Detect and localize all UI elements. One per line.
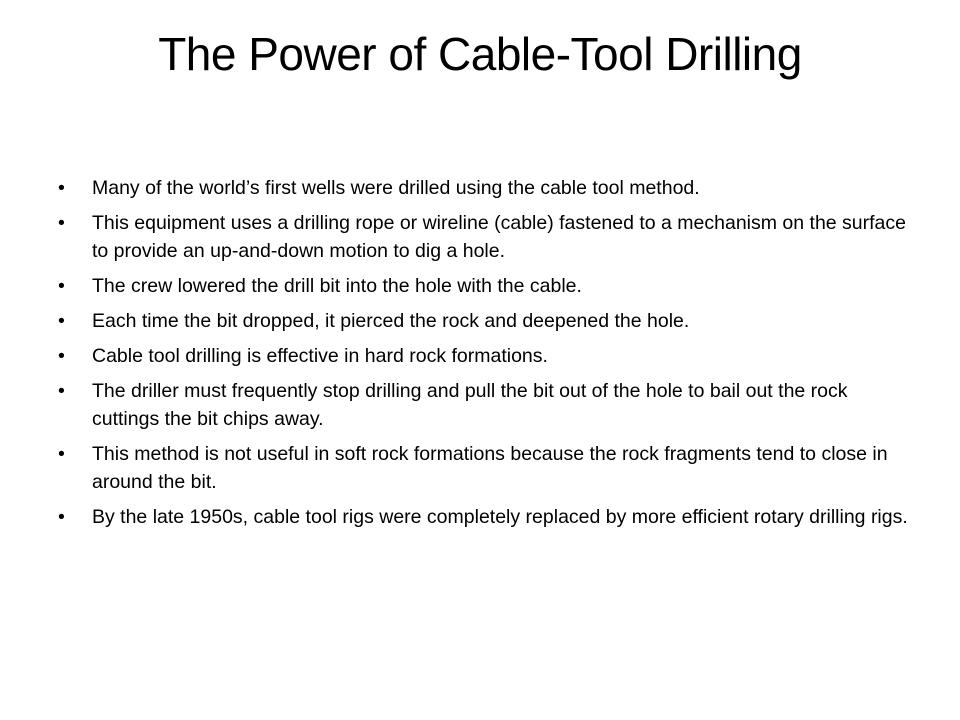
- bullet-item: [58, 174, 918, 202]
- bullet-item: [58, 342, 918, 370]
- bullet-text: This method is not useful in soft rock formations because the rock fragments tend to close in around the bit.: [92, 443, 888, 493]
- bullet-item: [58, 272, 918, 300]
- bullet-text: Cable tool drilling is effective in hard rock formations.: [92, 345, 548, 367]
- bullet-text: Each time the bit dropped, it pierced the rock and deepened the hole.: [92, 310, 690, 332]
- bullet-text: The crew lowered the drill bit into the hole with the cable.: [92, 275, 582, 297]
- bullet-dot-icon: •: [58, 310, 65, 332]
- bullet-dot-icon: •: [58, 380, 65, 402]
- bullet-item: [58, 440, 918, 496]
- bullet-item: [58, 503, 918, 531]
- bullet-item: [58, 377, 918, 433]
- bullet-dot-icon: •: [58, 177, 65, 199]
- bullet-dot-icon: •: [58, 275, 65, 297]
- bullet-item: [58, 209, 918, 265]
- bullet-text: By the late 1950s, cable tool rigs were completely replaced by more efficient rotary drilling rigs.: [92, 506, 908, 528]
- bullet-text: Many of the world’s first wells were drilled using the cable tool method.: [92, 177, 700, 199]
- bullet-dot-icon: •: [58, 345, 65, 367]
- bullet-text: The driller must frequently stop drilling and pull the bit out of the hole to bail out the rock cuttings the bit chips away.: [92, 380, 848, 430]
- bullet-item: [58, 307, 918, 335]
- bullet-dot-icon: •: [58, 506, 65, 528]
- bullet-dot-icon: •: [58, 212, 65, 234]
- bullet-list: [58, 174, 918, 538]
- bullet-text: This equipment uses a drilling rope or wireline (cable) fastened to a mechanism on the surface to provide an up-and-down motion to dig a hole.: [92, 212, 907, 262]
- bullet-dot-icon: •: [58, 443, 65, 465]
- slide-title: The Power of Cable-Tool Drilling: [158, 28, 802, 80]
